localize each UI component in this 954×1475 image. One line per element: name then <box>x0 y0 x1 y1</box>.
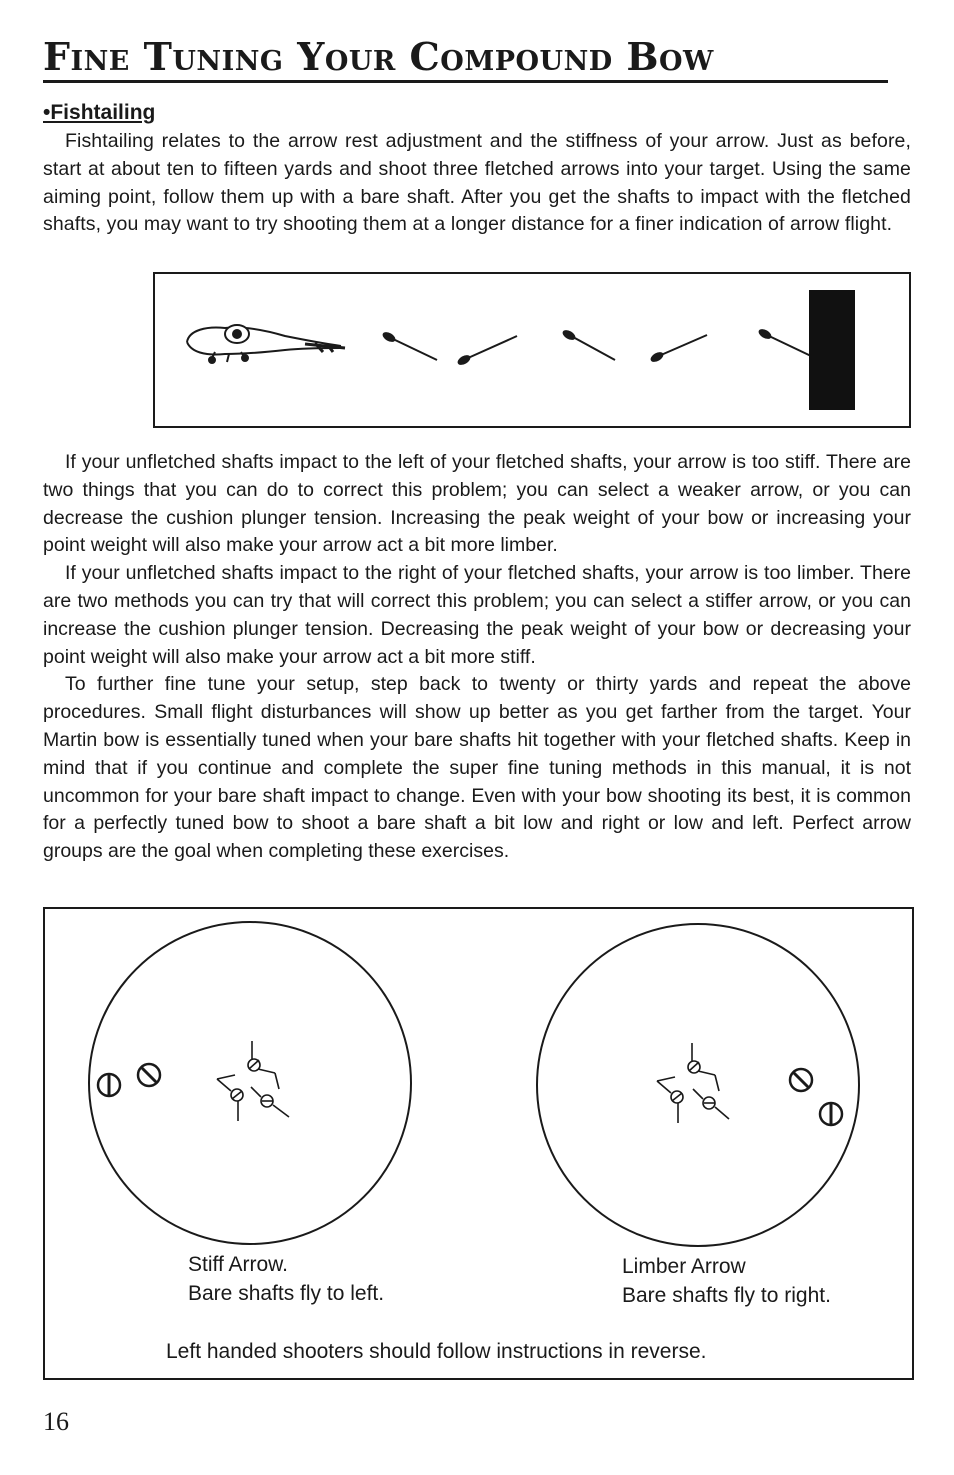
fletched-group-right <box>657 1043 729 1123</box>
arrow-1-icon <box>381 330 437 360</box>
arrow-2-icon <box>456 336 517 367</box>
page-title: Fine Tuning Your Compound Bow <box>43 34 888 83</box>
stiff-arrow-caption <box>188 1250 384 1308</box>
intro-text-block <box>43 128 911 239</box>
limber-arrow-paragraph: If your unfletched shafts impact to the right of your fletched shafts, your arrow is too limber. There are two methods you can try that will correct this problem; you can select a stiffer arrow, or you can increase the cushion plunger tension. Decreasing the peak weight of your bow or decreasing your point weight will also make your arrow act a bit more stiff. <box>43 562 911 668</box>
bare-shaft-right-1-icon <box>790 1069 812 1091</box>
limber-caption-line1: Limber Arrow <box>622 1255 746 1278</box>
stiff-target-face <box>89 922 411 1244</box>
page-number: 16 <box>43 1407 69 1436</box>
target-diagram-box <box>43 907 914 1380</box>
bare-shaft-left-2-icon <box>138 1064 160 1086</box>
tuning-text-block <box>43 449 911 866</box>
limber-caption-line2: Bare shafts fly to right. <box>622 1284 831 1307</box>
fishtailing-flight-figure <box>153 272 911 428</box>
intro-paragraph: Fishtailing relates to the arrow rest adjustment and the stiffness of your arrow. Just as before, start at about ten to fifteen yards and shoot three fletched arrows into your target. Using the same aiming point, follow them up with a bare shaft. After you get the shafts to impact with the fletched shafts, you may want to try shooting them at a longer distance for a finer indication of arrow flight. <box>43 130 911 236</box>
fine-tune-paragraph: To further fine tune your setup, step back to twenty or thirty yards and repeat the above procedures. Small flight disturbances will show up better as you get farther from the target. Your Martin bow is essentially tuned when your bare shafts hit together with your fletched shafts. Keep in mind that if you continue and complete the super fine tuning methods in this manual, it is not uncommon for your bare shaft impact to change. Even with your bow shooting its best, it is common for a perfectly tuned bow to shoot a bare shaft a bit low and right or low and left. Perfect arrow groups are the goal when completing these exercises. <box>43 673 911 863</box>
stiff-arrow-paragraph: If your unfletched shafts impact to the left of your fletched shafts, your arrow is too stiff. There are two things that you can do to correct this problem; you can select a weaker arrow, or you can decrease the cushion plunger tension. Increasing the peak weight of your bow or increasing your point weight will also make your arrow act a bit more limber. <box>43 451 911 557</box>
stiff-caption-line2: Bare shafts fly to left. <box>188 1282 385 1305</box>
arrow-3-icon <box>561 328 615 360</box>
arrow-flight-drawing <box>155 274 909 426</box>
arrow-5-icon <box>757 327 811 356</box>
bare-shaft-left-1-icon <box>98 1074 120 1096</box>
bare-shaft-right-2-icon <box>820 1103 842 1125</box>
section-heading: •Fishtailing <box>43 101 156 124</box>
limber-arrow-caption <box>622 1252 831 1310</box>
target-block <box>809 290 855 410</box>
arrow-4-icon <box>649 335 707 364</box>
fletched-group-left <box>217 1041 289 1121</box>
archer-icon <box>187 325 345 363</box>
left-handed-note: Left handed shooters should follow instructions in reverse. <box>166 1340 707 1363</box>
stiff-caption-line1: Stiff Arrow. <box>188 1253 288 1276</box>
